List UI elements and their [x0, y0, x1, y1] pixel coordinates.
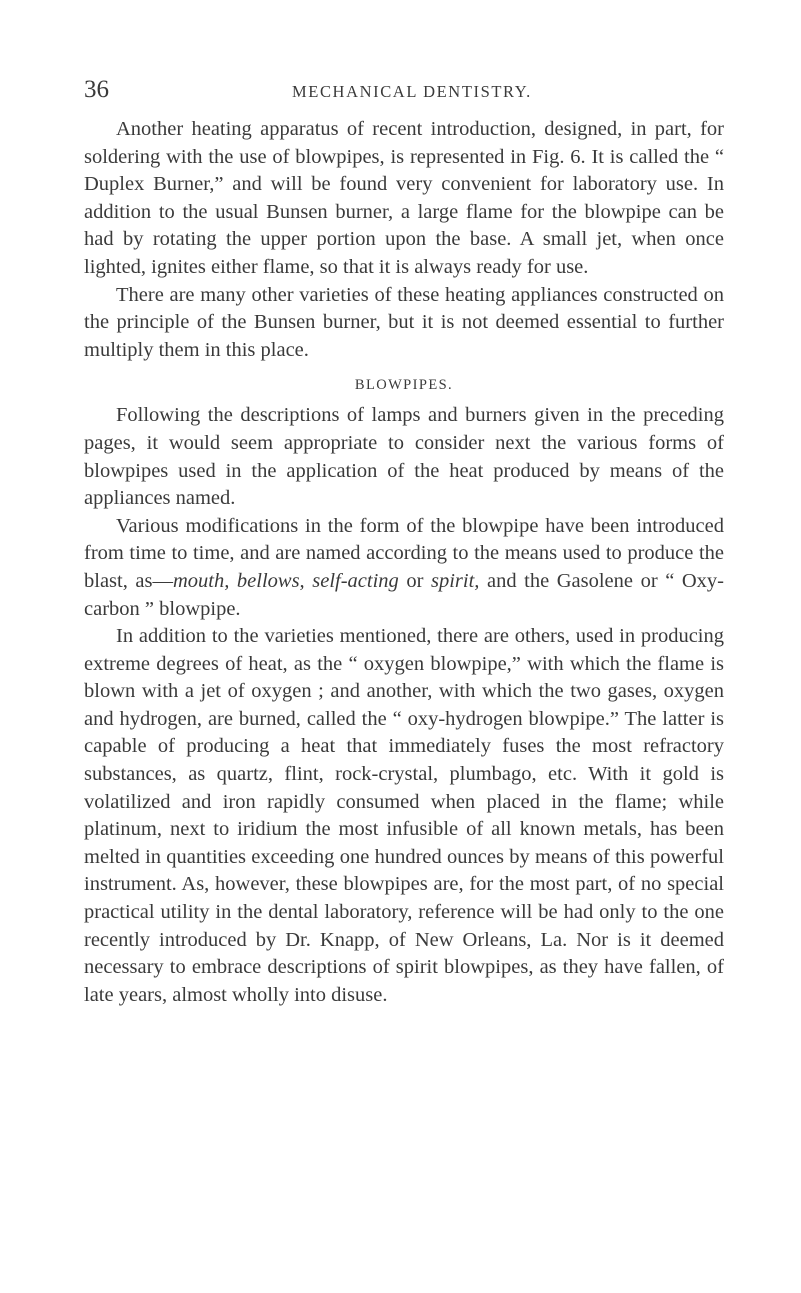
text-segment: or	[398, 569, 431, 592]
paragraph-other-varieties: There are many other varieties of these heating appliances constructed on the principle of the Bunsen burner, but it is not deemed essential to further multiply them in this place.	[84, 283, 724, 361]
text-segment: Various modifications in the form of the blowpipe have been introduced from time to time, and are named according to the means used to produce the blast, as—	[84, 514, 724, 592]
running-title: MECHANICAL DENTISTRY.	[292, 82, 532, 101]
page-header	[84, 76, 724, 110]
paragraph-following: Following the descriptions of lamps and burners given in the preceding pages, it would seem appropriate to consider next the various forms of blowpipes used in the application of the heat produced by means of the appliances named.	[84, 404, 724, 510]
italic-text: spirit,	[430, 569, 480, 592]
italic-text: mouth, bellows, self-acting	[172, 569, 399, 592]
paragraph-various-modifications	[84, 513, 724, 623]
paragraph-in-addition: In addition to the varieties mentioned, there are others, used in producing extreme degrees of heat, as the “ oxygen blowpipe,” with which the flame is blown with a jet of oxygen ; and another, with which the two gases, oxygen and hydrogen, are burned, called the “ oxy-hydrogen blowpipe.” The latter is capable of producing a heat that immediately fuses the most refractory substances, as quartz, flint, rock-crystal, plumbago, etc. With it gold is volatilized and iron rapidly consumed when placed in the flame; while platinum, next to iridium the most infusible of all known metals, has been melted in quantities exceeding one hundred ounces by means of this powerful instrument. As, however, these blowpipes are, for the most part, of no special practical utility in the dental laboratory, reference will be had only to the one recently introduced by Dr. Knapp, of New Orleans, La. Nor is it deemed necessary to embrace descriptions of spirit blowpipes, as they have fallen, of late years, almost wholly into disuse.	[84, 625, 724, 1006]
paragraph-duplex-burner: Another heating apparatus of recent introduction, designed, in part, for soldering with the use of blowpipes, is represented in Fig. 6. It is called the “ Duplex Burner,” and will be found very convenient for laboratory use. In addition to the usual Bunsen burner, a large flame for the blowpipe can be had by rotating the upper portion upon the base. A small jet, when once lighted, ignites either flame, so that it is always ready for use.	[84, 118, 724, 278]
section-heading-blowpipes: BLOWPIPES.	[354, 377, 454, 394]
page-number: 36	[84, 76, 109, 103]
text-segment: and the Gasolene or “ Oxy-carbon ” blowpipe.	[84, 569, 724, 620]
page-body	[84, 116, 724, 1009]
